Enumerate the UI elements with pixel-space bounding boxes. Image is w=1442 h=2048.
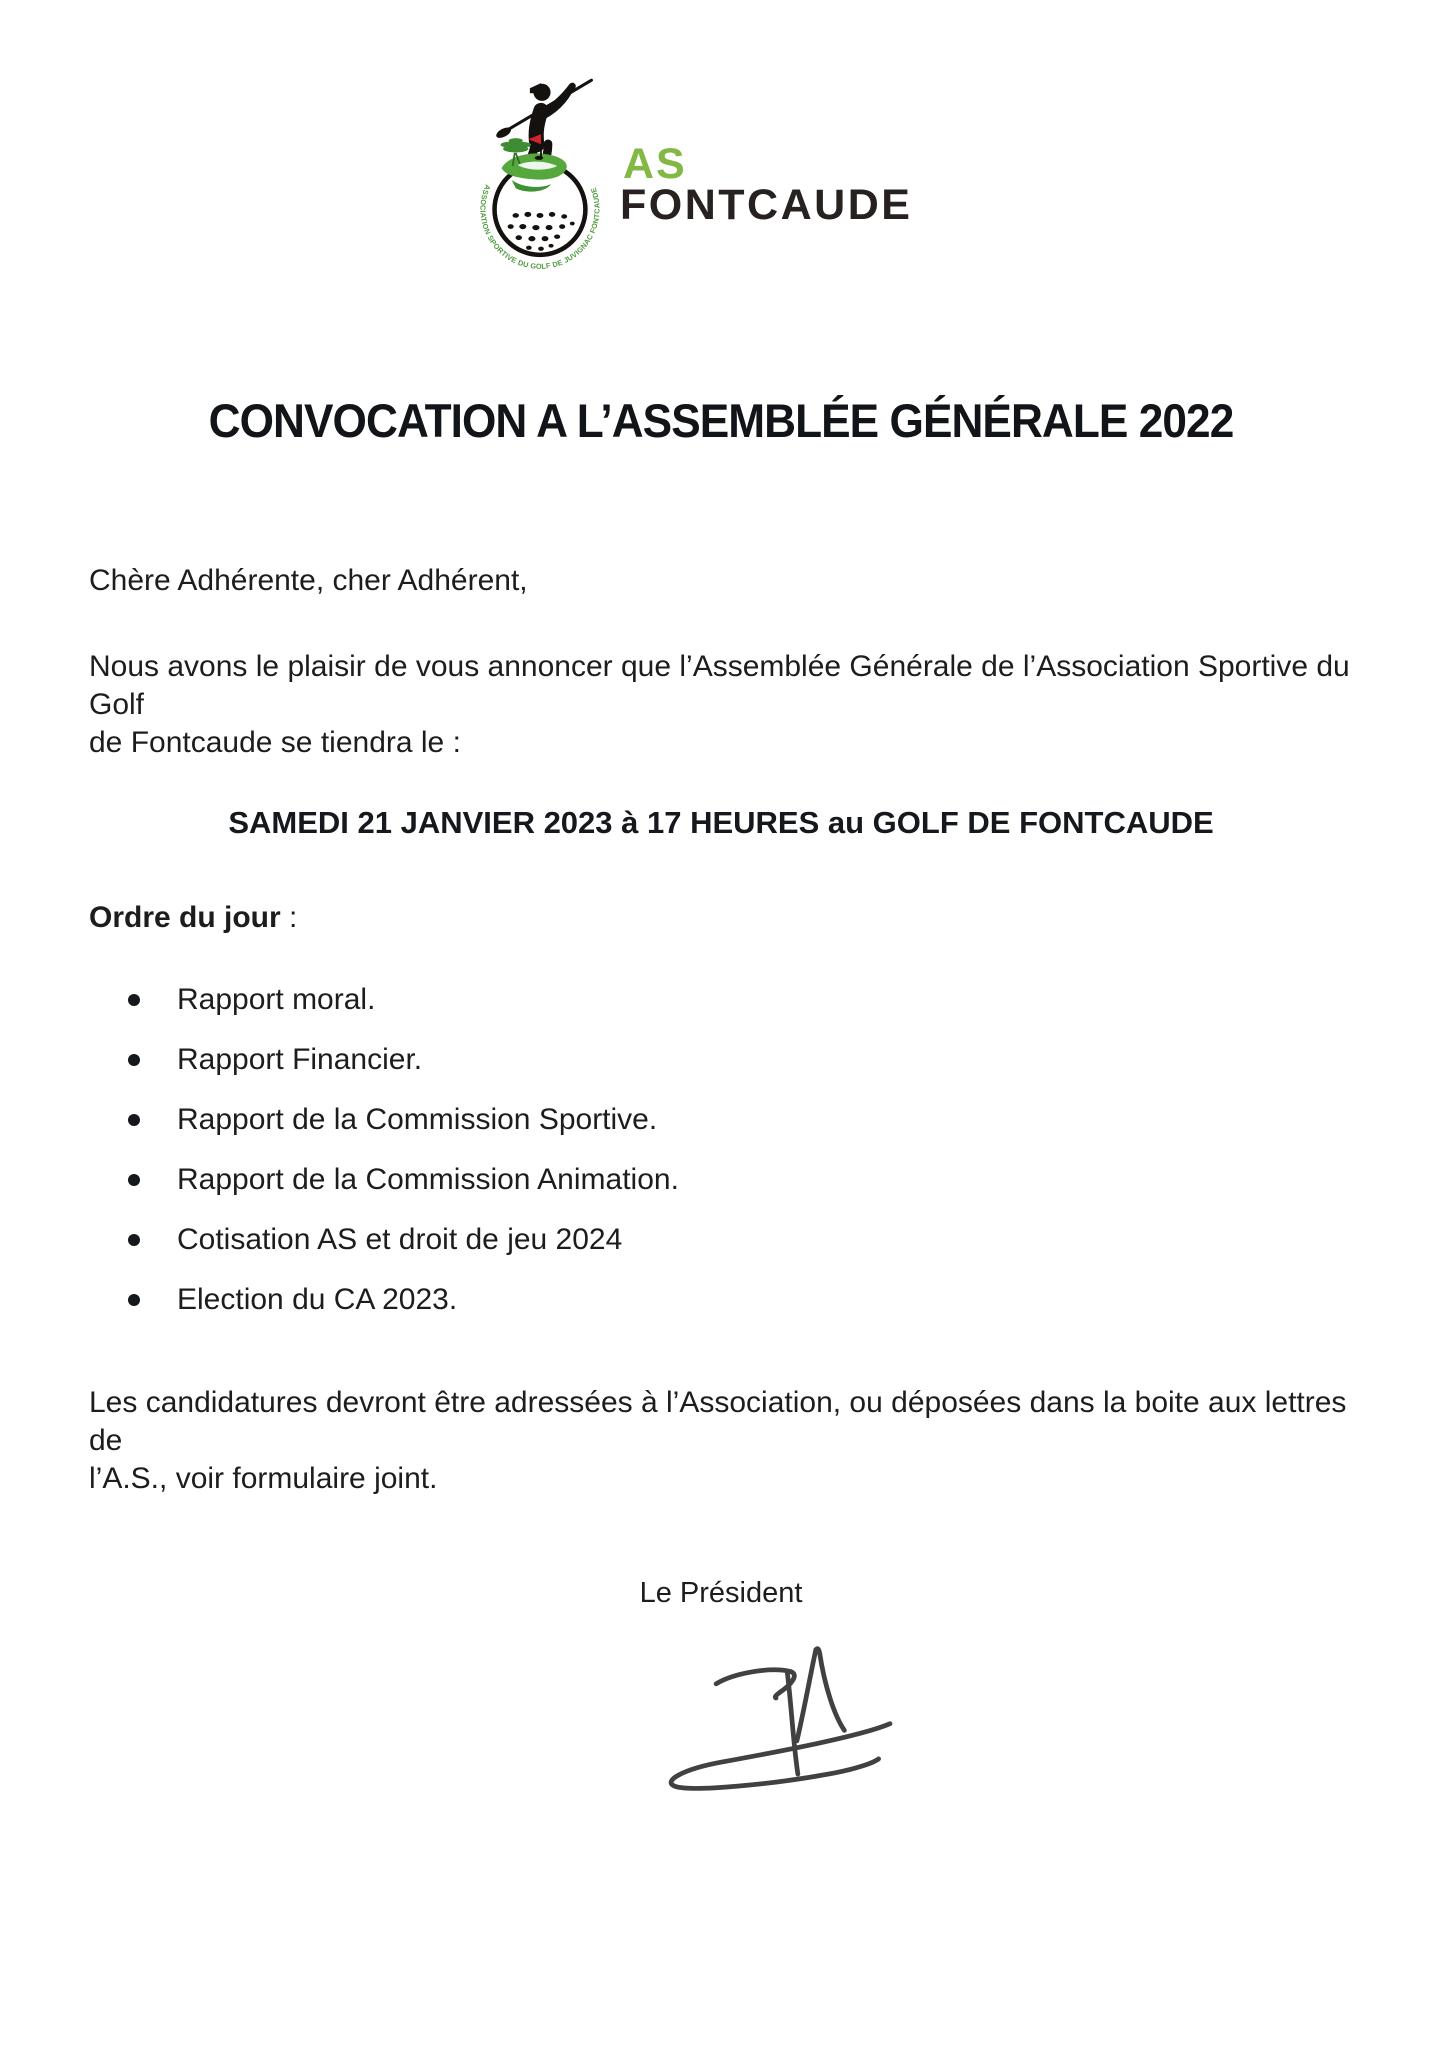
agenda-item-label: Election du CA 2023. <box>177 1283 458 1316</box>
agenda-item <box>89 1161 679 1199</box>
agenda-item <box>89 1101 679 1139</box>
agenda-item <box>89 1041 679 1079</box>
emblem-circular-text: ASSOCIATION SPORTIVE DU GOLF DE JUVIGNAC FONTCAUDE <box>478 183 602 271</box>
intro-paragraph <box>89 648 1379 762</box>
signature <box>652 1642 900 1794</box>
agenda-item-label: Cotisation AS et droit de jeu 2024 <box>177 1223 623 1256</box>
bullet-icon <box>128 1294 140 1306</box>
agenda-item <box>89 981 679 1019</box>
intro-line-1: Nous avons le plaisir de vous annoncer que l’Assemblée Générale de l’Association Sportive du Golf <box>89 650 1350 721</box>
page-title: CONVOCATION A L’ASSEMBLÉE GÉNÉRALE 2022 <box>208 394 1234 447</box>
agenda-list <box>89 981 679 1341</box>
bullet-icon <box>128 1114 140 1126</box>
bullet-icon <box>128 1054 140 1066</box>
event-date-line: SAMEDI 21 JANVIER 2023 à 17 HEURES au GOLF DE FONTCAUDE <box>228 805 1214 840</box>
agenda-item-label: Rapport moral. <box>177 983 376 1016</box>
agenda-heading-colon: : <box>280 901 298 934</box>
signer-title: Le Président <box>639 1577 803 1609</box>
closing-line-1: Les candidatures devront être adressées à l’Association, ou déposées dans la boite aux lettres de <box>89 1386 1347 1457</box>
agenda-item-label: Rapport Financier. <box>177 1043 423 1076</box>
agenda-item <box>89 1281 679 1319</box>
club-logo <box>0 0 1442 300</box>
agenda-item-label: Rapport de la Commission Animation. <box>177 1163 679 1196</box>
club-emblem <box>477 64 609 271</box>
bullet-icon <box>128 1174 140 1186</box>
intro-line-2: de Fontcaude se tiendra le : <box>89 726 461 759</box>
closing-line-2: l’A.S., voir formulaire joint. <box>89 1462 438 1495</box>
agenda-item <box>89 1221 679 1259</box>
wordmark-fontcaude: FONTCAUDE <box>620 181 913 229</box>
agenda-heading <box>89 899 297 937</box>
closing-paragraph <box>89 1384 1379 1498</box>
wordmark-as: AS <box>623 140 687 188</box>
salutation: Chère Adhérente, cher Adhérent, <box>89 564 528 597</box>
bullet-icon <box>128 1234 140 1246</box>
bullet-icon <box>128 994 140 1006</box>
agenda-item-label: Rapport de la Commission Sportive. <box>177 1103 658 1136</box>
agenda-heading-label: Ordre du jour <box>89 901 281 934</box>
